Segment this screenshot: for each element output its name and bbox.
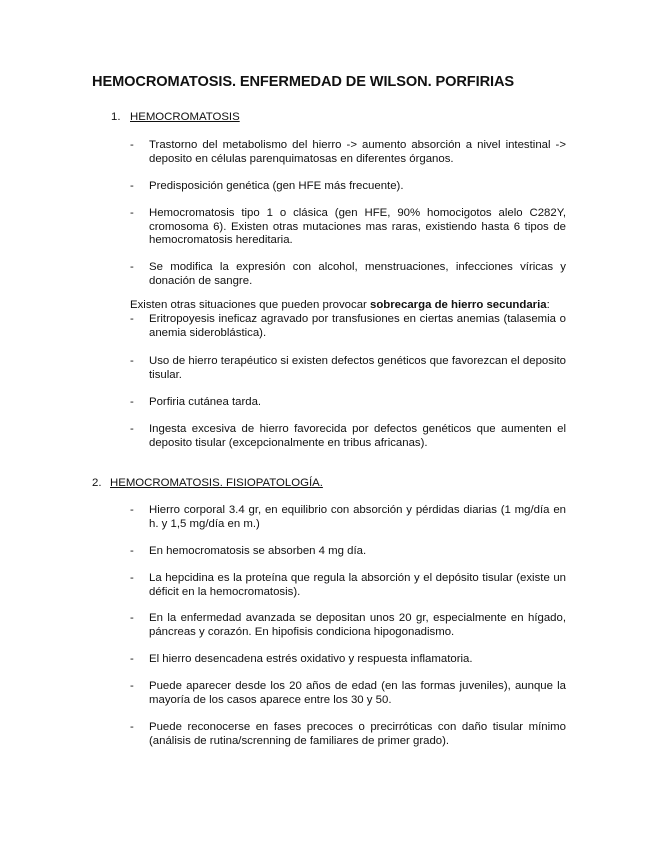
bullet-dash: -	[130, 396, 134, 408]
list-item	[130, 207, 566, 248]
list-item-text: Se modifica la expresión con alcohol, menstruaciones, infecciones víricas y donación de sangre.	[149, 261, 566, 287]
list-item-text: Eritropoyesis ineficaz agravado por transfusiones en ciertas anemias (talasemia o anemia sideroblástica).	[149, 313, 566, 339]
list-item-text: Puede reconocerse en fases precoces o precirróticas con daño tisular mínimo (análisis de rutina/screnning de familiares de primer grado).	[149, 721, 566, 747]
list-item	[130, 139, 566, 166]
bullet-dash: -	[130, 207, 134, 219]
bullet-dash: -	[130, 313, 134, 325]
list-item-text: Uso de hierro terapéutico si existen defectos genéticos que favorezcan el deposito tisular.	[149, 355, 566, 381]
list-item	[130, 504, 566, 531]
list-item	[130, 180, 566, 194]
list-item	[130, 721, 566, 748]
section-number: 1.	[111, 111, 121, 123]
document-title: HEMOCROMATOSIS. ENFERMEDAD DE WILSON. PORFIRIAS	[92, 74, 515, 90]
section-2-heading	[92, 477, 323, 491]
list-item-text: En hemocromatosis se absorben 4 mg día.	[149, 545, 367, 557]
section-number: 2.	[92, 477, 102, 489]
list-item	[130, 612, 566, 639]
bullet-dash: -	[130, 545, 134, 557]
list-item-text: Predisposición genética (gen HFE más frecuente).	[149, 180, 404, 192]
list-item-text: Hierro corporal 3.4 gr, en equilibrio con absorción y pérdidas diarias (1 mg/día en h. y 1,5 mg/día en m.)	[149, 504, 566, 530]
list-item-text: Puede aparecer desde los 20 años de edad (en las formas juveniles), aunque la mayoría de los casos aparece entre los 30 y 50.	[149, 680, 566, 706]
bullet-dash: -	[130, 612, 134, 624]
list-item-text: Ingesta excesiva de hierro favorecida por defectos genéticos que aumenten el deposito tisular (excepcionalmente en tribus africanas).	[149, 423, 566, 449]
intro-bold-text: sobrecarga de hierro secundaria	[369, 299, 547, 311]
list-item-text: Hemocromatosis tipo 1 o clásica (gen HFE, 90% homocigotos alelo C282Y, cromosoma 6). Existen otras mutaciones mas raras, existiendo hasta 6 tipos de hemocromatosis hereditaria.	[149, 207, 566, 247]
list-item	[130, 423, 566, 450]
bullet-dash: -	[130, 180, 134, 192]
list-item	[130, 545, 566, 559]
bullet-dash: -	[130, 572, 134, 584]
bullet-dash: -	[130, 504, 134, 516]
list-item	[130, 313, 566, 340]
list-item-text: El hierro desencadena estrés oxidativo y respuesta inflamatoria.	[149, 653, 473, 665]
list-item-text: Trastorno del metabolismo del hierro -> aumento absorción a nivel intestinal -> deposito en células parenquimatosas en diferentes órganos.	[149, 139, 566, 165]
secondary-overload-intro	[130, 299, 566, 313]
list-item	[130, 355, 566, 382]
bullet-dash: -	[130, 653, 134, 665]
list-item	[130, 261, 566, 288]
section-title: HEMOCROMATOSIS	[130, 111, 240, 123]
bullet-dash: -	[130, 261, 134, 273]
list-item-text: Porfiria cutánea tarda.	[149, 396, 262, 408]
section-title: HEMOCROMATOSIS. FISIOPATOLOGÍA.	[110, 477, 323, 489]
list-item	[130, 680, 566, 707]
list-item-text: En la enfermedad avanzada se depositan unos 20 gr, especialmente en hígado, páncreas y corazón. En hipofisis condiciona hipogonadismo.	[149, 612, 566, 638]
list-item-text: La hepcidina es la proteína que regula la absorción y el depósito tisular (existe un déficit en la hemocromatosis).	[149, 572, 566, 598]
list-item	[130, 653, 566, 667]
bullet-dash: -	[130, 721, 134, 733]
intro-text: Existen otras situaciones que pueden provocar	[130, 299, 370, 311]
bullet-dash: -	[130, 423, 134, 435]
intro-colon: :	[546, 299, 550, 311]
list-item	[130, 396, 566, 410]
section-1-heading	[111, 111, 240, 125]
bullet-dash: -	[130, 355, 134, 367]
bullet-dash: -	[130, 680, 134, 692]
list-item	[130, 572, 566, 599]
bullet-dash: -	[130, 139, 134, 151]
